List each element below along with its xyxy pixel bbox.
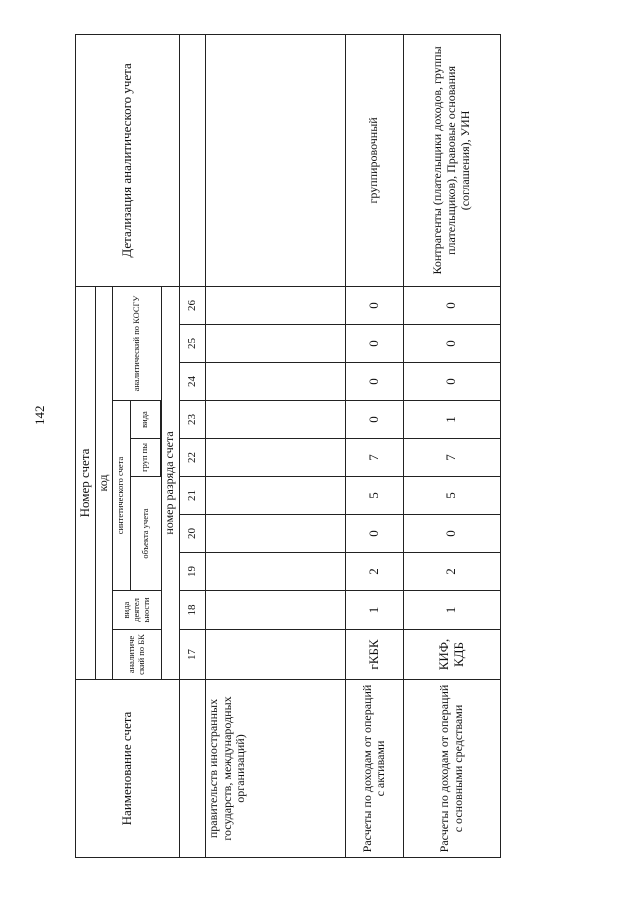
digit-19: 19 bbox=[179, 553, 205, 591]
row-value: 1 bbox=[345, 591, 403, 630]
row-value: 0 bbox=[345, 401, 403, 439]
digit-22: 22 bbox=[179, 439, 205, 477]
row-value: 0 bbox=[345, 325, 403, 363]
digit-24: 24 bbox=[179, 363, 205, 401]
digit-21: 21 bbox=[179, 477, 205, 515]
header-activity-type: вида деятел ьности bbox=[112, 591, 161, 630]
row-value bbox=[205, 591, 345, 630]
row-value: 5 bbox=[403, 477, 500, 515]
row-value: гКБК bbox=[345, 630, 403, 680]
accounts-table bbox=[75, 34, 501, 858]
digit-25: 25 bbox=[179, 325, 205, 363]
digit-blank bbox=[179, 680, 205, 858]
row-value: 7 bbox=[345, 439, 403, 477]
row-value bbox=[205, 286, 345, 324]
header-analytical-bk: аналитиче ский по БК bbox=[112, 630, 161, 680]
row-detail: группировочный bbox=[345, 34, 403, 286]
row-value: 7 bbox=[403, 439, 500, 477]
row-value: 1 bbox=[403, 591, 500, 630]
row-value bbox=[205, 363, 345, 401]
row-detail bbox=[205, 34, 345, 286]
header-account-name: Наименование счета bbox=[76, 680, 180, 858]
header-analytical-kosgu: аналитический по КОСГУ bbox=[112, 286, 161, 400]
header-accounting-object: объекта учета bbox=[130, 477, 161, 591]
rotated-table-wrapper bbox=[75, 36, 499, 858]
row-value bbox=[205, 325, 345, 363]
row-name: Расчеты по доходам от операций с активами bbox=[345, 680, 403, 858]
row-value bbox=[205, 515, 345, 553]
digit-blank-right bbox=[179, 34, 205, 286]
header-detail: Детализация аналитического учета bbox=[76, 34, 180, 286]
row-value bbox=[205, 401, 345, 439]
row-detail: Контрагенты (плательщики доходов, группы плательщиков), Правовые основания (соглашения), УИН bbox=[403, 34, 500, 286]
page-number: 142 bbox=[32, 405, 47, 425]
row-name: Расчеты по доходам от операций с основными средствами bbox=[403, 680, 500, 858]
header-synthetic: синтетического счета bbox=[112, 401, 130, 591]
header-kind: вида bbox=[130, 401, 160, 439]
header-group: груп пы bbox=[130, 439, 160, 477]
row-value: 2 bbox=[403, 553, 500, 591]
table-row bbox=[403, 34, 500, 857]
digit-18: 18 bbox=[179, 591, 205, 630]
digit-20: 20 bbox=[179, 515, 205, 553]
row-value: 0 bbox=[403, 515, 500, 553]
digit-26: 26 bbox=[179, 286, 205, 324]
row-value: 0 bbox=[345, 363, 403, 401]
row-value: 0 bbox=[345, 515, 403, 553]
header-code: код bbox=[96, 286, 113, 679]
row-value: КИФ, КДБ bbox=[403, 630, 500, 680]
row-value: 2 bbox=[345, 553, 403, 591]
header-digit-number: номер разряда счета bbox=[161, 286, 179, 679]
row-value bbox=[205, 630, 345, 680]
table-row bbox=[345, 34, 403, 857]
row-value bbox=[205, 439, 345, 477]
row-value: 0 bbox=[403, 325, 500, 363]
row-name: правительств иностранных государств, международных организаций) bbox=[205, 680, 345, 858]
digit-23: 23 bbox=[179, 401, 205, 439]
table-row bbox=[205, 34, 345, 857]
row-value: 1 bbox=[403, 401, 500, 439]
header-account-number: Номер счета bbox=[76, 286, 96, 679]
row-value: 5 bbox=[345, 477, 403, 515]
row-value bbox=[205, 553, 345, 591]
row-value: 0 bbox=[403, 363, 500, 401]
row-value bbox=[205, 477, 345, 515]
row-value: 0 bbox=[345, 286, 403, 324]
row-value: 0 bbox=[403, 286, 500, 324]
digit-17: 17 bbox=[179, 630, 205, 680]
